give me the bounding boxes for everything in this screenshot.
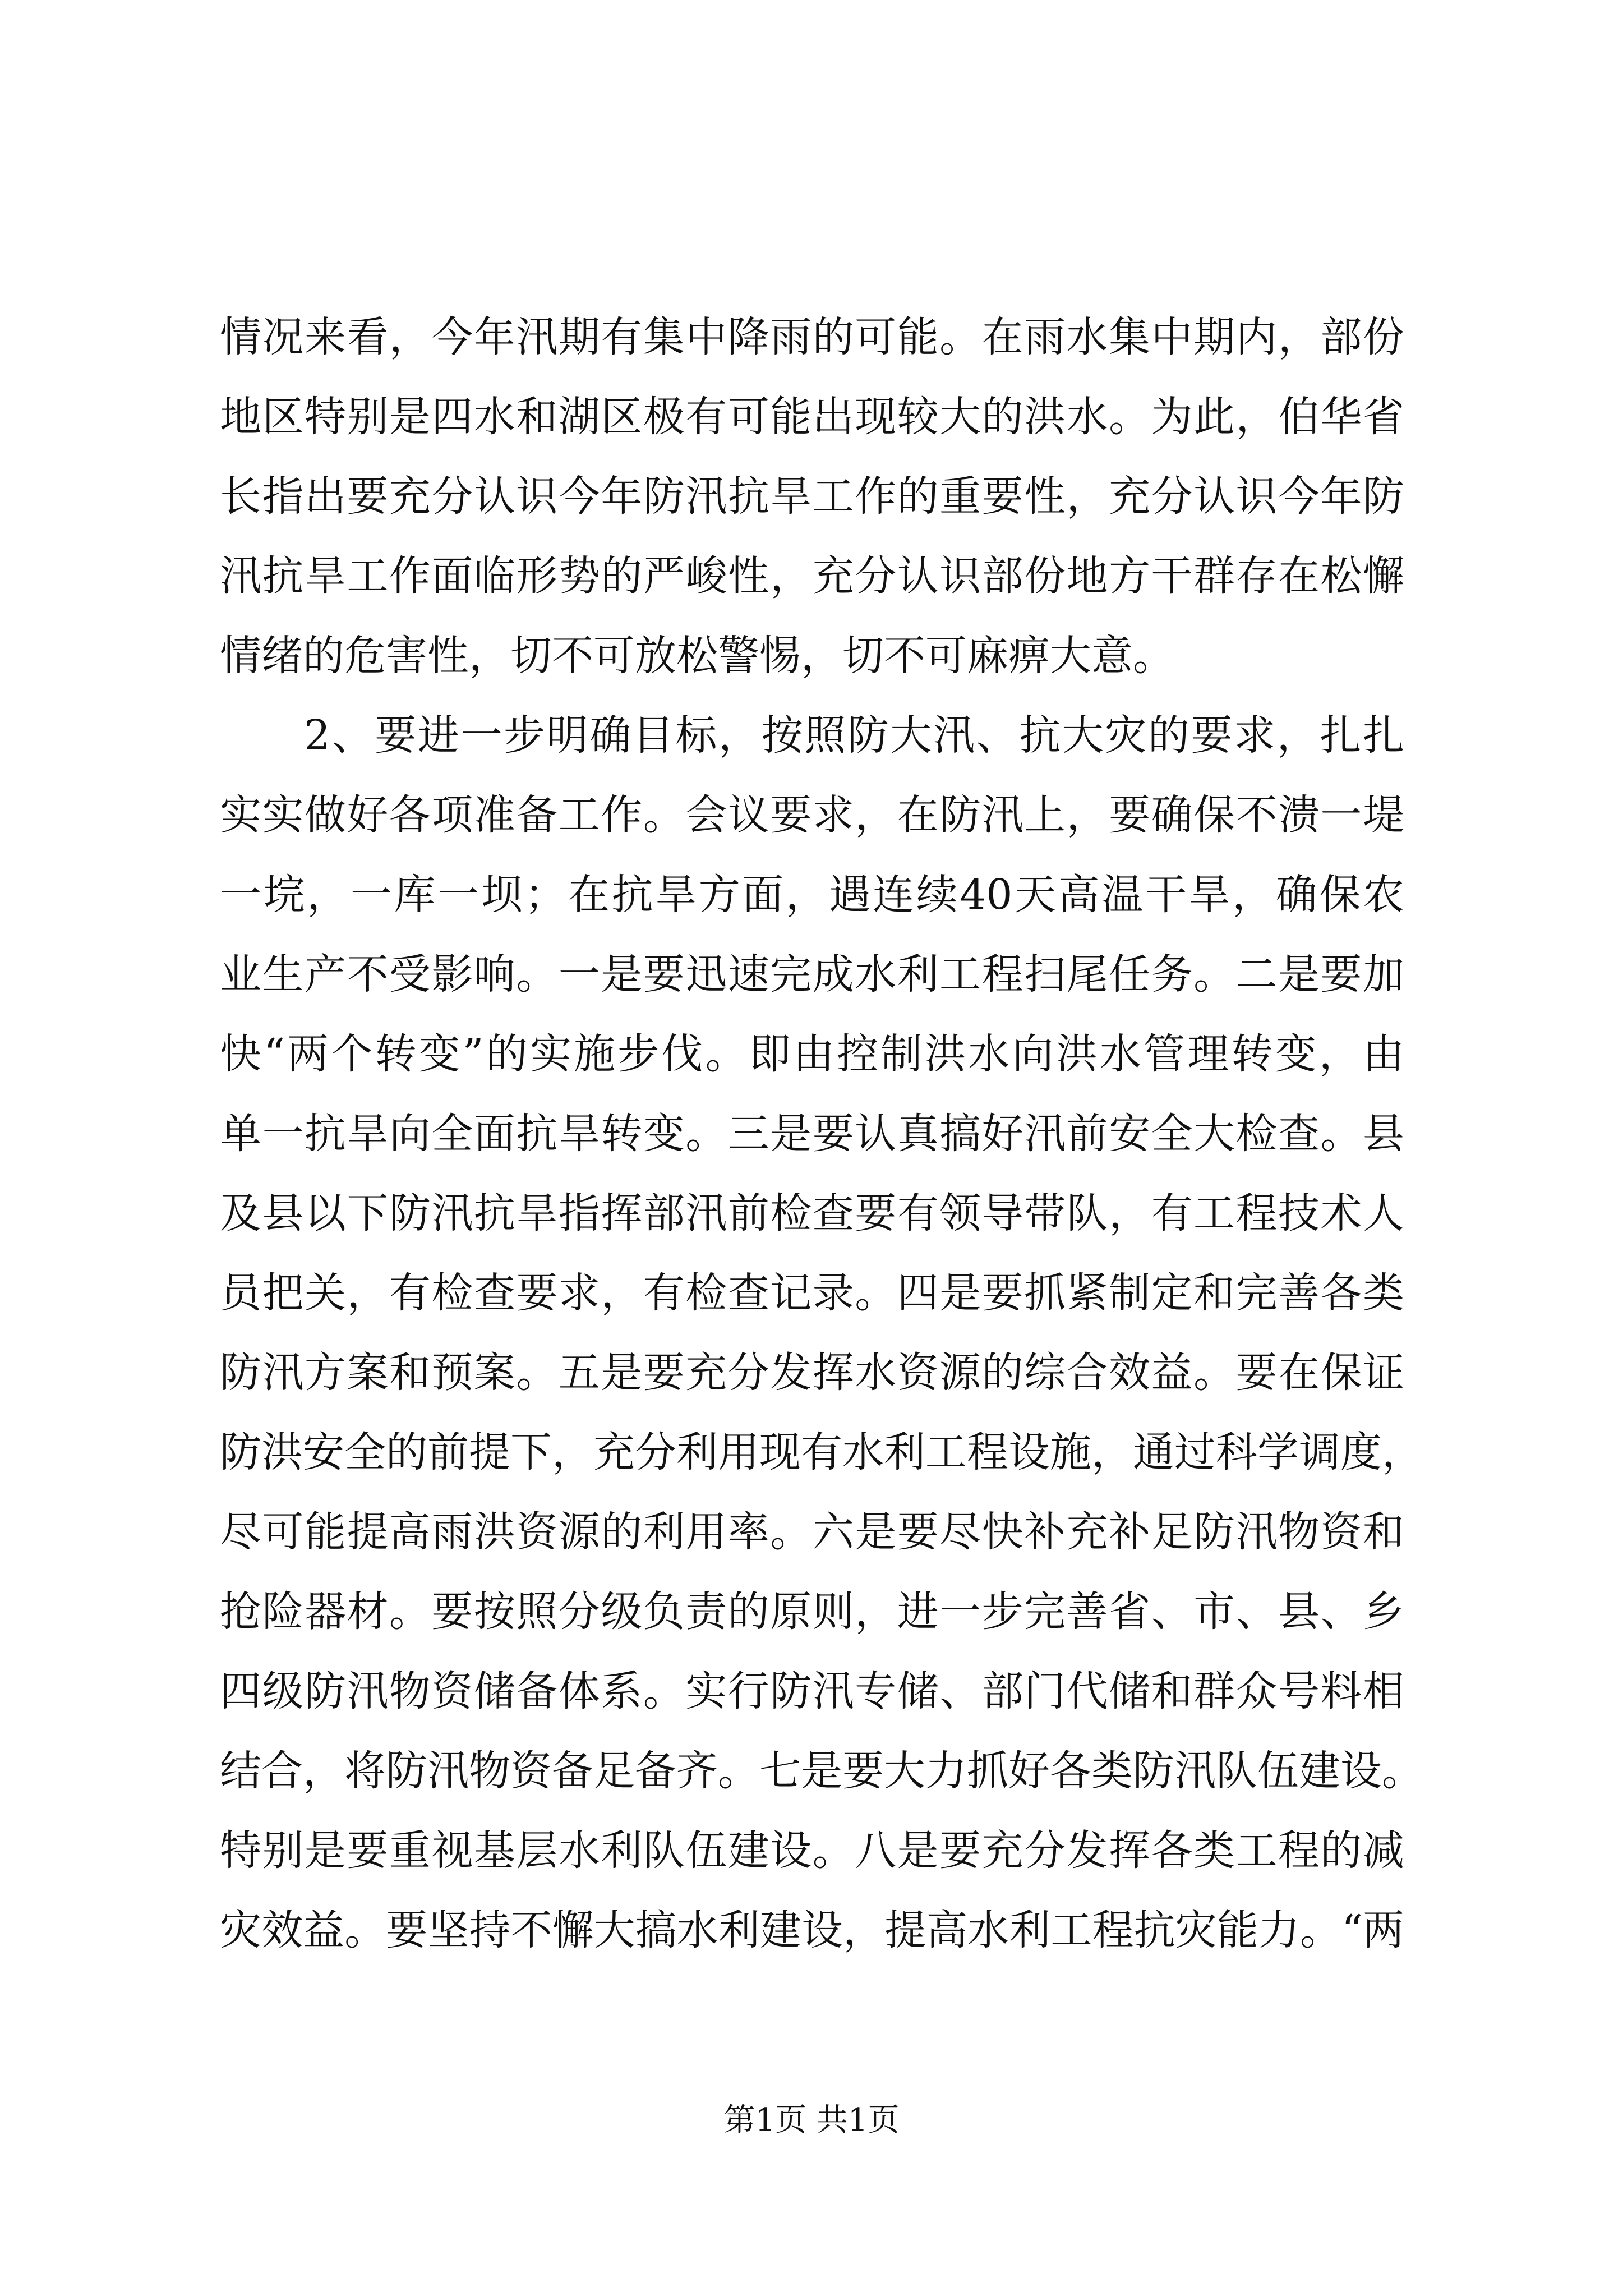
text-line: 业生产不受影响。一是要迅速完成水利工程扫尾任务。二是要加: [220, 950, 1404, 999]
text-line: 情况来看，今年汛期有集中降雨的可能。在雨水集中期内，部份: [220, 313, 1404, 361]
text-line: 2、要进一步明确目标，按照防大汛、抗大灾的要求，扎扎: [304, 711, 1404, 760]
text-line: 灾效益。要坚持不懈大搞水利建设，提高水利工程抗灾能力。“两: [220, 1906, 1404, 1954]
text-line: 地区特别是四水和湖区极有可能出现较大的洪水。为此，伯华省: [220, 393, 1404, 441]
text-line: 四级防汛物资储备体系。实行防汛专储、部门代储和群众号料相: [220, 1667, 1404, 1715]
text-line: 一垸，一库一坝；在抗旱方面，遇连续40天高温干旱，确保农: [220, 871, 1404, 919]
page-footer: [0, 2098, 1623, 2143]
text-line: 单一抗旱向全面抗旱转变。三是要认真搞好汛前安全大检查。县: [220, 1110, 1404, 1158]
text-line: 汛抗旱工作面临形势的严峻性，充分认识部份地方干群存在松懈: [220, 552, 1404, 600]
text-line: 抢险器材。要按照分级负责的原则，进一步完善省、市、县、乡: [220, 1588, 1404, 1636]
body-text: [220, 297, 1423, 1970]
text-line: 实实做好各项准备工作。会议要求，在防汛上，要确保不溃一堤: [220, 791, 1404, 839]
paragraph-2: [220, 696, 1423, 1970]
text-line: 特别是要重视基层水利队伍建设。八是要充分发挥各类工程的减: [220, 1826, 1404, 1875]
text-line: 员把关，有检查要求，有检查记录。四是要抓紧制定和完善各类: [220, 1269, 1404, 1317]
page-number-label: 第1页 共1页: [723, 2102, 900, 2138]
text-line: 及县以下防汛抗旱指挥部汛前检查要有领导带队，有工程技术人: [220, 1189, 1404, 1237]
text-line: 防洪安全的前提下，充分利用现有水利工程设施，通过科学调度，: [220, 1428, 1423, 1476]
text-line: 防汛方案和预案。五是要充分发挥水资源的综合效益。要在保证: [220, 1349, 1404, 1397]
text-line: 情绪的危害性，切不可放松警惕，切不可麻痹大意。: [220, 632, 1174, 680]
paragraph-1: [220, 297, 1404, 696]
text-line: 结合，将防汛物资备足备齐。七是要大力抓好各类防汛队伍建设。: [220, 1747, 1423, 1795]
text-line: 长指出要充分认识今年防汛抗旱工作的重要性，充分认识今年防: [220, 472, 1404, 521]
text-line: 快“两个转变”的实施步伐。即由控制洪水向洪水管理转变，由: [220, 1030, 1404, 1078]
text-line: 尽可能提高雨洪资源的利用率。六是要尽快补充补足防汛物资和: [220, 1508, 1404, 1556]
